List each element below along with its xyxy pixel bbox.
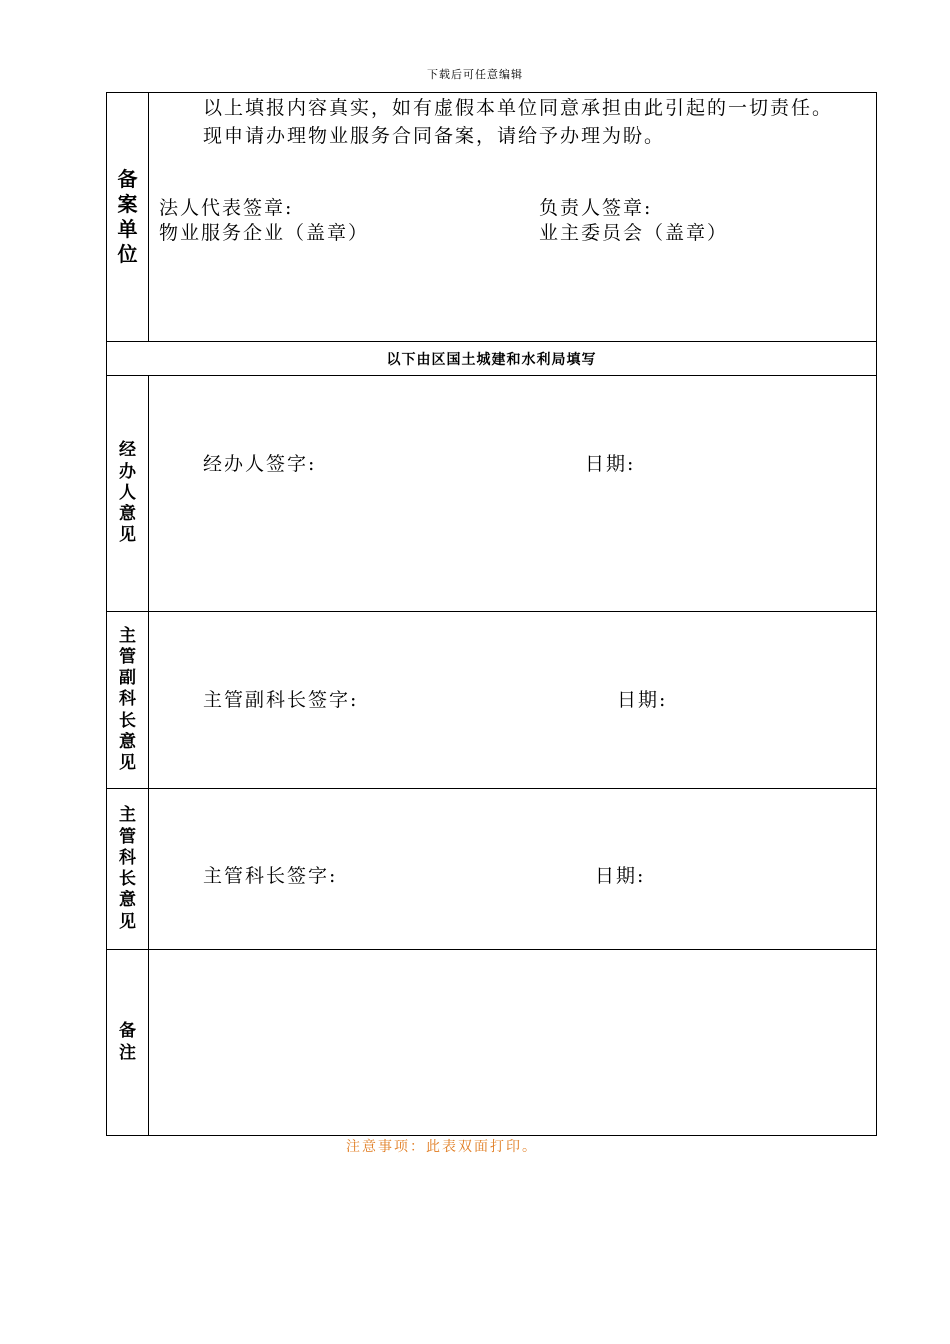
remarks-label: 备注: [118, 1021, 136, 1063]
deputy-chief-sign-label: 主管副科长签字:: [203, 689, 359, 711]
handler-label-cell: [107, 376, 149, 612]
property-company-seal-label: 物业服务企业（盖章）: [159, 222, 370, 244]
chief-row: [107, 789, 877, 950]
remarks-content-cell[interactable]: [149, 950, 877, 1136]
responsible-sign-label: 负责人签章:: [539, 197, 653, 219]
handler-sign-label: 经办人签字:: [203, 453, 317, 475]
filing-unit-label-cell: [107, 93, 149, 342]
deputy-chief-label: 主管副科长意见: [118, 625, 136, 774]
remarks-label-cell: [107, 950, 149, 1136]
header-note: 下载后可任意编辑: [427, 68, 523, 81]
legal-rep-sign-label: 法人代表签章:: [159, 197, 294, 219]
chief-label: 主管科长意见: [118, 805, 136, 932]
deputy-chief-label-cell: [107, 612, 149, 789]
declaration-text-1: 以上填报内容真实，如有虚假本单位同意承担由此引起的一切责任。: [203, 97, 834, 119]
deputy-chief-row: [107, 612, 877, 789]
chief-label-cell: [107, 789, 149, 950]
footer-note: 注意事项：此表双面打印。: [346, 1139, 538, 1155]
filing-unit-row: [107, 93, 877, 342]
section-header-row: [107, 342, 877, 376]
owners-committee-seal-label: 业主委员会（盖章）: [539, 222, 729, 244]
chief-content-cell[interactable]: [149, 789, 877, 950]
filing-form-table: [106, 92, 877, 1136]
handler-content-cell[interactable]: [149, 376, 877, 612]
section-header: 以下由区国土城建和水利局填写: [107, 342, 877, 376]
remarks-row: [107, 950, 877, 1136]
handler-label: 经办人意见: [118, 440, 136, 546]
handler-row: [107, 376, 877, 612]
chief-sign-label: 主管科长签字:: [203, 865, 338, 887]
declaration-text-2: 现申请办理物业服务合同备案，请给予办理为盼。: [203, 125, 666, 147]
deputy-chief-date-label: 日期:: [617, 689, 668, 711]
filing-unit-content-cell[interactable]: [149, 93, 877, 342]
handler-date-label: 日期:: [585, 453, 636, 475]
deputy-chief-content-cell[interactable]: [149, 612, 877, 789]
chief-date-label: 日期:: [595, 865, 646, 887]
filing-unit-label: 备案单位: [117, 167, 138, 266]
